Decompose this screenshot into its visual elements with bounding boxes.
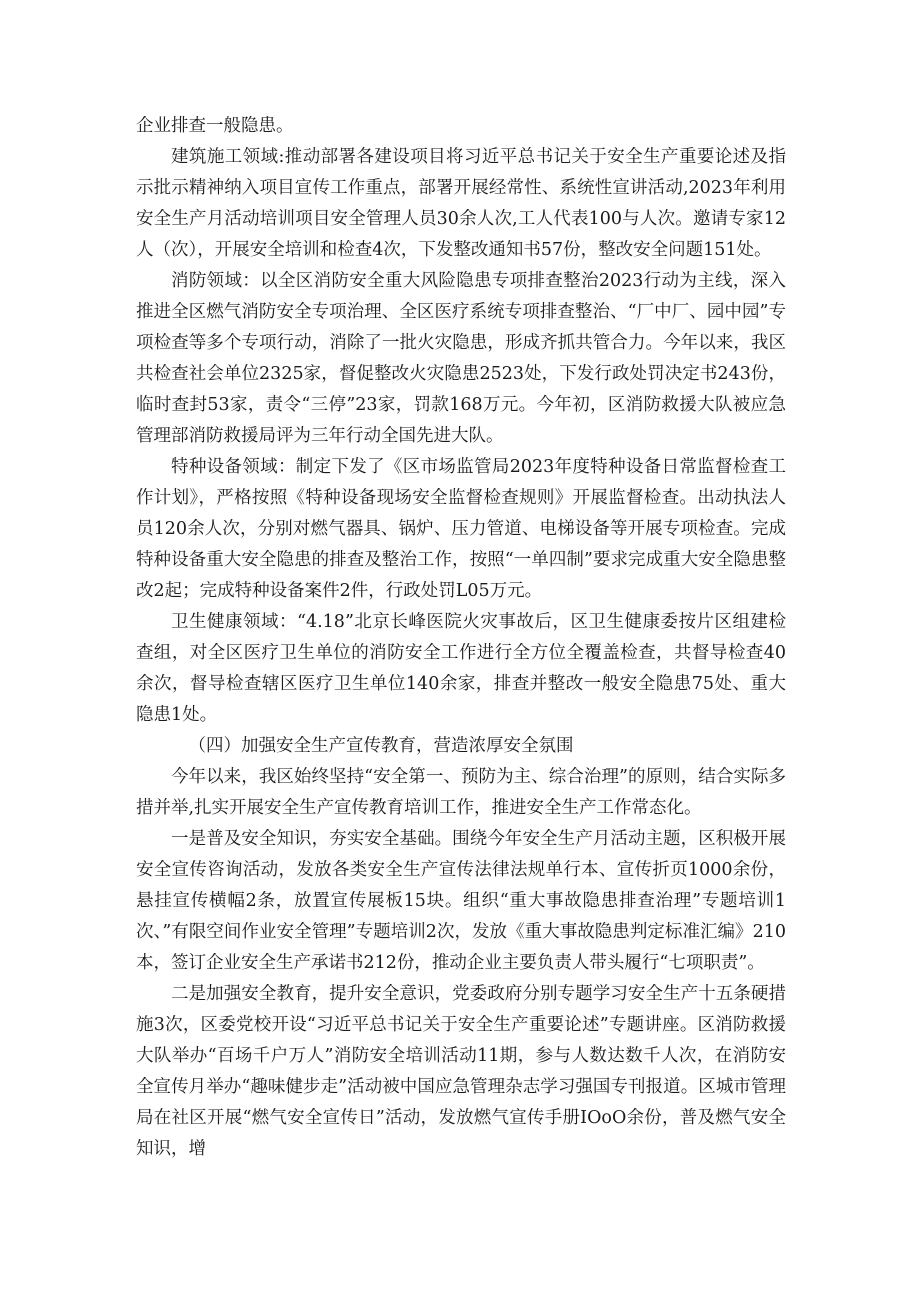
paragraph-point-one: 一是普及安全知识，夯实安全基础。围绕今年安全生产月活动主题，区积极开展安全宣传咨询活动，发放各类安全生产宣传法律法规单行本、宣传折页1000余份，悬挂宣传横幅2条，放置宣传展板15块。组织“重大事故隐患排查治理”专题培训1次、”有限空间作业安全管理”专题培训2次，发放《重大事故隐患判定标准汇编》210本，签订企业安全生产承诺书212份，推动企业主要负责人带头履行“七项职责”。: [136, 829, 786, 973]
paragraph-continued: 企业排查一般隐患。: [136, 116, 294, 136]
section-heading: （四）加强安全生产宣传教育，营造浓厚安全氛围: [188, 736, 574, 756]
document-page: [136, 111, 786, 1165]
paragraph-health: 卫生健康领域：“4.18”北京长峰医院火灾事故后，区卫生健康委按片区组建检查组，对全区医疗卫生单位的消防安全工作进行全方位全覆盖检查，共督导检查40余次，督导检查辖区医疗卫生单位140余家，排查并整改一般安全隐患75处、重大隐患1处。: [136, 612, 786, 725]
paragraph-point-two: 二是加强安全教育，提升安全意识，党委政府分别专题学习安全生产十五条硬措施3次，区委党校开设“习近平总书记关于安全生产重要论述”专题讲座。区消防救援大队举办“百场千户万人”消防安全培训活动11期，参与人数达数千人次，在消防安全宣传月举办“趣味健步走”活动被中国应急管理杂志学习强国专刊报道。区城市管理局在社区开展“燃气安全宣传日”活动，发放燃气宣传手册IOoO余份，普及燃气安全知识，增: [136, 984, 786, 1159]
paragraph-fire-protection: 消防领域：以全区消防安全重大风险隐患专项排查整治2023行动为主线，深入推进全区燃气消防安全专项治理、全区医疗系统专项排查整治、“厂中厂、园中园”专项检查等多个专项行动，消除了一批火灾隐患，形成齐抓共管合力。今年以来，我区共检查社会单位2325家，督促整改火灾隐患2523处，下发行政处罚决定书243份，临时查封53家，责令“三停”23家，罚款168万元。今年初，区消防救援大队被应急管理部消防救援局评为三年行动全国先进大队。: [136, 271, 786, 446]
paragraph-construction: 建筑施工领域:推动部署各建设项目将习近平总书记关于安全生产重要论述及指示批示精神纳入项目宣传工作重点，部署开展经常性、系统性宣讲活动,2023年利用安全生产月活动培训项目安全管理人员30余人次,工人代表100与人次。邀请专家12人（次），开展安全培训和检查4次，下发整改通知书57份，整改安全问题151处。: [136, 147, 786, 260]
paragraph-intro: 今年以来，我区始终坚持“安全第一、预防为主、综合治理”的原则，结合实际多措并举,扎实开展安全生产宣传教育培训工作，推进安全生产工作常态化。: [136, 767, 786, 818]
paragraph-special-equipment: 特种设备领域：制定下发了《区市场监管局2023年度特种设备日常监督检查工作计划》，严格按照《特种设备现场安全监督检查规则》开展监督检查。出动执法人员120余人次，分别对燃气器具、锅炉、压力管道、电梯设备等开展专项检查。完成特种设备重大安全隐患的排查及整治工作，按照“一单四制”要求完成重大安全隐患整改2起；完成特种设备案件2件，行政处罚L05万元。: [136, 457, 786, 601]
